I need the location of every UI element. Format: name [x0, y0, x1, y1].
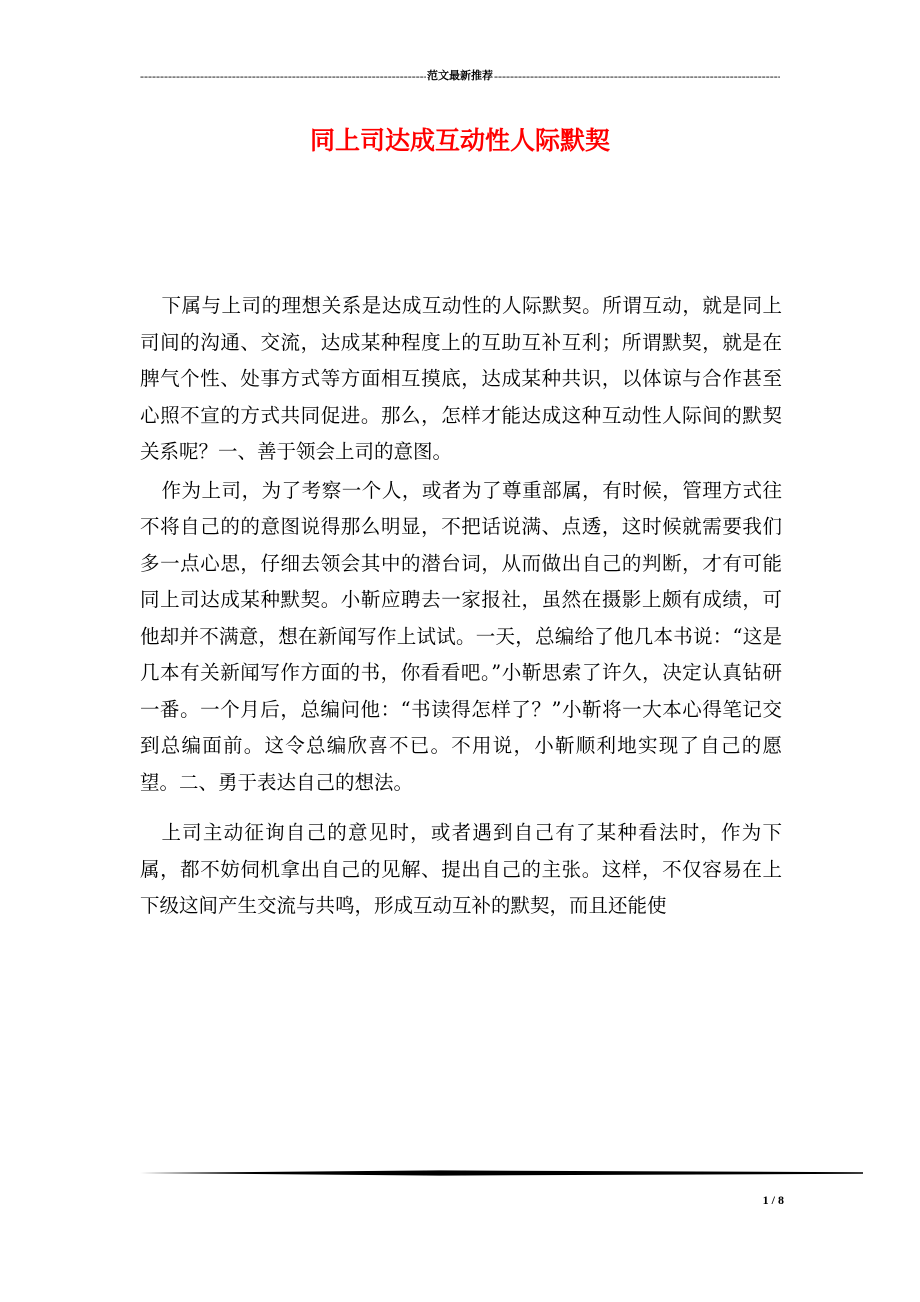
- footer-divider: [140, 1170, 863, 1176]
- header-label: 范文最新推荐: [427, 70, 493, 82]
- paragraph: 上司主动征询自己的意见时，或者遇到自己有了某种看法时，作为下属，都不妨伺机拿出自己的见解、提出自己的主张。这样，不仅容易在上下级这间产生交流与共鸣，形成互动互补的默契，而且还能使: [140, 821, 782, 917]
- paragraph: 作为上司，为了考察一个人，或者为了尊重部属，有时候，管理方式往不将自己的的意图说得那么明显，不把话说满、点透，这时候就需要我们多一点心思，仔细去领会其中的潜台词，从而做出自己的判断，才有可能同上司达成某种默契。小靳应聘去一家报社，虽然在摄影上颇有成绩，可他却并不满意，想在新闻写作上试试。一天，总编给了他几本书说：“这是几本有关新闻写作方面的书，你看看吧。”小靳思索了许久，决定认真钻研一番。一个月后，总编问他：“书读得怎样了？”小靳将一大本心得笔记交到总编面前。这令总编欣喜不已。不用说，小靳顺利地实现了自己的愿望。二、勇于表达自己的想法。: [140, 478, 782, 794]
- document-body: [140, 288, 782, 925]
- paragraph: 下属与上司的理想关系是达成互动性的人际默契。所谓互动，就是同上司间的沟通、交流，达成某种程度上的互助互补互利；所谓默契，就是在脾气个性、处事方式等方面相互摸底，达成某种共识，以体谅与合作甚至心照不宣的方式共同促进。那么，怎样才能达成这种互动性人际间的默契关系呢？一、善于领会上司的意图。: [140, 294, 782, 463]
- header-dash-left: [140, 68, 426, 84]
- page-header: [140, 68, 780, 84]
- header-dash-right: [494, 68, 780, 84]
- document-title: 同上司达成互动性人际默契: [309, 126, 610, 155]
- page-number: 1 / 8: [762, 1193, 784, 1207]
